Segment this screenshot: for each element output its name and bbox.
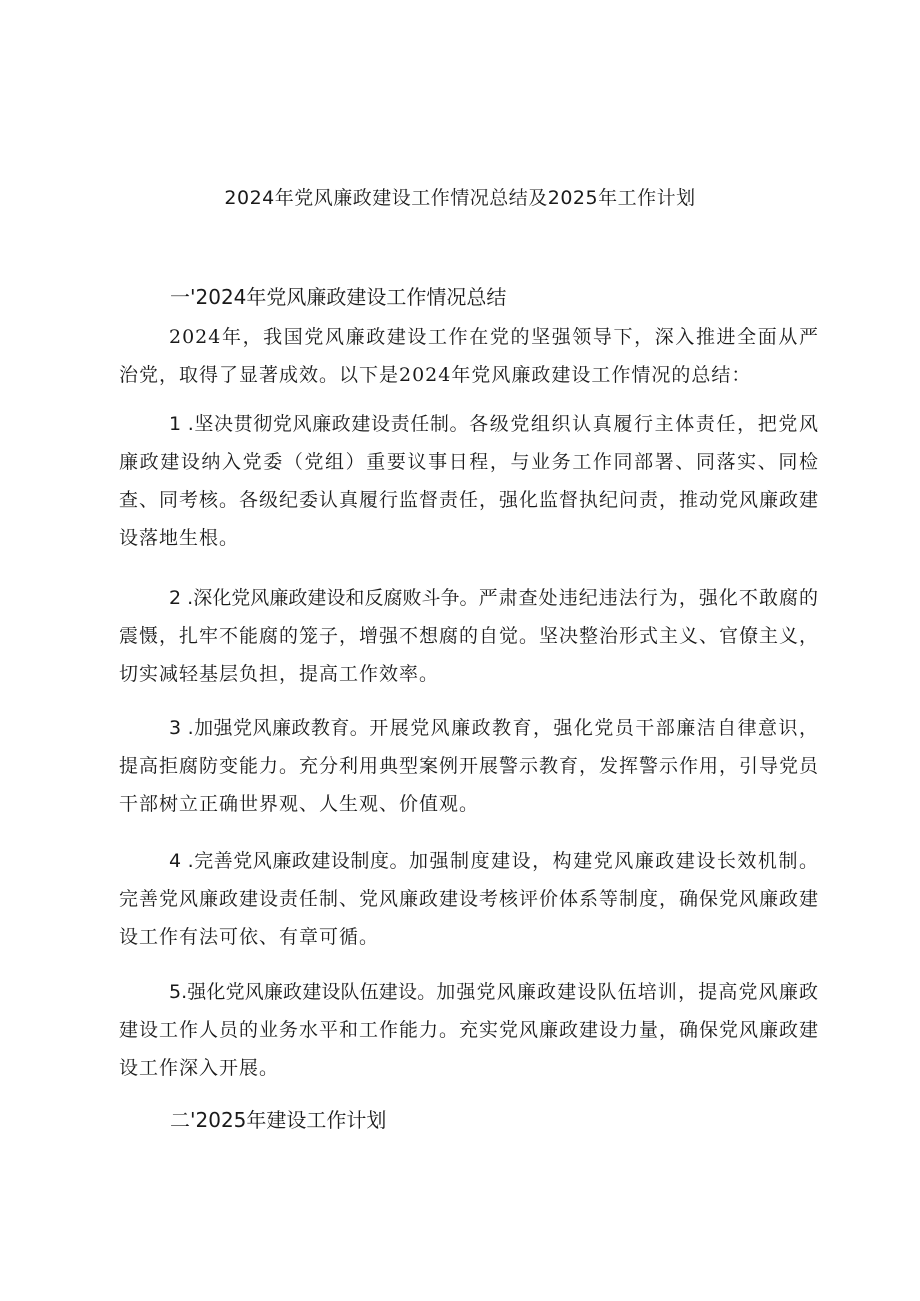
- item-4-lead: 4 .完善党风廉政建设制度。: [169, 850, 409, 872]
- item-3-body: 开展党风廉政教育，强化党员干部廉洁自律意识，提高拒腐防变能力。充分利用典型案例开展警示教育，发挥警示作用，引导党员干部树立正确世界观、人生观、价值观。: [119, 717, 820, 815]
- item-1-body: 各级党组织认真履行主体责任，把党风廉政建设纳入党委（党组）重要议事日程，与业务工作同部署、同落实、同检查、同考核。各级纪委认真履行监督责任，强化监督执纪问责，推动党风廉政建设落地生根。: [119, 413, 820, 549]
- item-5-body: 加强党风廉政建设队伍培训，提高党风廉政建设工作人员的业务水平和工作能力。充实党风廉政建设力量，确保党风廉政建设工作深入开展。: [119, 981, 820, 1079]
- section-one-heading: 一'2024年党风廉政建设工作情况总结: [170, 285, 507, 309]
- item-4-paragraph: [119, 842, 819, 956]
- item-1-lead: 1 .坚决贯彻党风廉政建设责任制。: [169, 413, 470, 435]
- item-2-body: 严肃查处违纪违法行为，强化不敢腐的震慑，扎牢不能腐的笼子，增强不想腐的自觉。坚决整治形式主义、官僚主义，切实减轻基层负担，提高工作效率。: [119, 587, 820, 685]
- item-3-lead: 3 .加强党风廉政教育。: [169, 717, 370, 739]
- item-3-paragraph: [119, 709, 819, 823]
- item-1-paragraph: [119, 405, 819, 557]
- item-5-paragraph: [119, 973, 819, 1087]
- item-5-lead: 5.强化党风廉政建设队伍建设。: [169, 981, 437, 1003]
- item-2-paragraph: [119, 579, 819, 693]
- section-two-heading: 二'2025年建设工作计划: [170, 1108, 387, 1132]
- item-2-lead: 2 .深化党风廉政建设和反腐败斗争。: [169, 587, 479, 609]
- document-title: 2024年党风廉政建设工作情况总结及2025年工作计划: [224, 187, 696, 209]
- item-4-body: 加强制度建设，构建党风廉政建设长效机制。完善党风廉政建设责任制、党风廉政建设考核评价体系等制度，确保党风廉政建设工作有法可依、有章可循。: [119, 850, 820, 948]
- intro-paragraph: 2024年，我国党风廉政建设工作在党的坚强领导下，深入推进全面从严治党，取得了显著成效。以下是2024年党风廉政建设工作情况的总结：: [119, 326, 819, 386]
